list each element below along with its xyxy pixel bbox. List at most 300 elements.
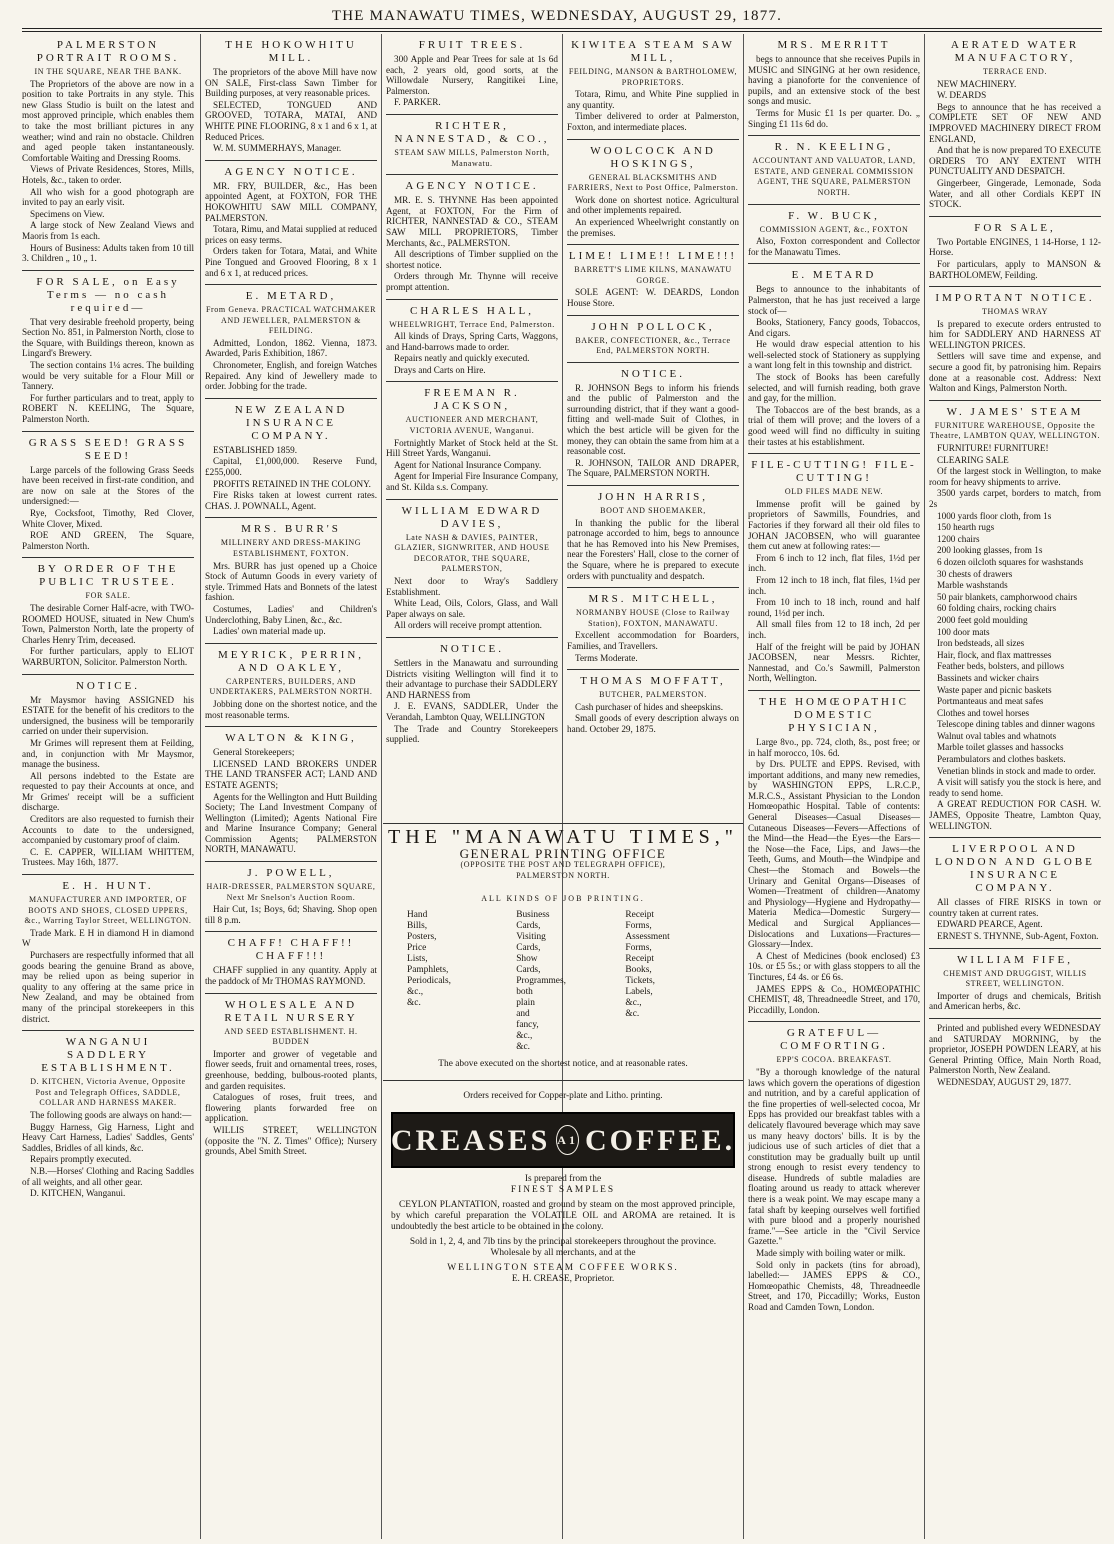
- ad-paragraph: General Storekeepers;: [213, 747, 295, 758]
- job-list-item: and fancy,: [516, 1009, 539, 1030]
- ad-paragraph: Mr Maysmor having ASSIGNED his ESTATE for the benefit of his creditors to the undersigned, the business will be temporarily carried on under their supervision.: [22, 694, 194, 737]
- ad-subtitle: GENERAL BLACKSMITHS AND FARRIERS, Next to Post Office, Palmerston.: [567, 172, 739, 193]
- ad-paragraph: SELECTED, TONGUED AND GROOVED, TOTARA, MATAI, AND WHITE PINE FLOORING, 8 x 1 and 6 x 1, at Reduced Prices.: [205, 99, 377, 142]
- ad-paragraph: 100 door mats: [937, 626, 990, 637]
- job-list-item: Business Cards,: [516, 910, 550, 931]
- ad-paragraph: Is prepared to execute orders entrusted to him for SADDLERY AND HARNESS AT WELLINGTON PRICES.: [929, 318, 1101, 350]
- ad-paragraph: SOLE AGENT: W. DEARDS, London House Store.: [567, 287, 739, 308]
- ad-title: THOMAS MOFFATT,: [580, 675, 726, 688]
- ad-title: NEW ZEALAND INSURANCE COMPANY.: [234, 403, 348, 442]
- ad-paragraph: Fortnightly Market of Stock held at the St. Hill Street Yards, Wanganui.: [386, 437, 558, 459]
- column-1: [22, 34, 194, 1539]
- coffee-wholesale: Wholesale by all merchants, and at the: [490, 1248, 636, 1258]
- ad-title: R. N. KEELING,: [774, 141, 894, 154]
- ad-paragraph: PROFITS RETAINED IN THE COLONY.: [213, 478, 371, 489]
- ad-paragraph: Books, Stationery, Fancy goods, Tobaccos, And cigars.: [748, 317, 920, 338]
- advertisement: [929, 34, 1101, 217]
- ad-paragraph: Repairs neatly and quickly executed.: [394, 353, 530, 364]
- ad-paragraph: WEDNESDAY, AUGUST 29, 1877.: [937, 1076, 1072, 1087]
- column-3: [386, 34, 558, 819]
- ad-paragraph: R. JOHNSON, TAILOR AND DRAPER, The Square, PALMERSTON NORTH.: [567, 457, 739, 479]
- ad-paragraph: All kinds of Drays, Spring Carts, Waggons, and Hand-barrows made to order.: [386, 331, 558, 352]
- ad-subtitle: AUCTIONEER AND MERCHANT, VICTORIA AVENUE, Wanganui.: [405, 415, 539, 436]
- printing-office-ad: [383, 823, 743, 1376]
- ad-subtitle: CARPENTERS, BUILDERS, AND UNDERTAKERS, PALMERSTON NORTH.: [209, 676, 373, 697]
- ad-subtitle: EPP'S COCOA. BREAKFAST.: [776, 1055, 892, 1065]
- advertisement: [22, 875, 194, 1031]
- advertisement: [205, 932, 377, 993]
- advertisement: [929, 838, 1101, 948]
- ad-paragraph: That very desirable freehold property, being Section No. 851, in Palmerston North, close to the Square, with Buildings thereon, known as Lingard's Brewery.: [22, 316, 194, 359]
- ad-title: E. METARD,: [245, 290, 337, 303]
- ad-paragraph: Rye, Cocksfoot, Timothy, Red Clover, White Clover, Mixed.: [22, 508, 194, 529]
- advertisement: [748, 691, 920, 1022]
- ad-subtitle: AND SEED ESTABLISHMENT. H. BUDDEN: [224, 1026, 358, 1047]
- ad-paragraph: ROE AND GREEN, The Square, Palmerston North.: [22, 530, 194, 551]
- ad-paragraph: Bassinets and wicker chairs: [937, 672, 1039, 683]
- ad-paragraph: Capital, £1,000,000. Reserve Fund, £255,000.: [205, 456, 377, 478]
- coffee-proprietor: E. H. CREASE, Proprietor.: [511, 1274, 615, 1284]
- ad-title: JOHN POLLOCK,: [591, 320, 715, 333]
- printing-subtitle: GENERAL PRINTING OFFICE: [459, 846, 667, 861]
- advertisement: [386, 382, 558, 499]
- coffee-sold: Sold in 1, 2, 4, and 7lb tins by the principal storekeepers throughout the province.: [409, 1237, 717, 1247]
- advertisement: [567, 486, 739, 588]
- ad-paragraph: Jobbing done on the shortest notice, and the most reasonable terms.: [205, 698, 377, 720]
- ad-paragraph: LICENSED LAND BROKERS UNDER THE LAND TRANSFER ACT; LAND AND ESTATE AGENTS;: [205, 758, 377, 790]
- ad-paragraph: The desirable Corner Half-acre, with TWO-ROOMED HOUSE, situated in New Chum's Town, Palmerston North, late the property of Charles Henry Trim, deceased.: [22, 602, 194, 645]
- ad-paragraph: Next door to Wray's Saddlery Establishment.: [386, 576, 558, 597]
- ad-title: LIME! LIME!! LIME!!!: [568, 250, 738, 263]
- job-list-column: [625, 910, 719, 1053]
- ad-paragraph: 300 Apple and Pear Trees for sale at 1s 6d each, 2 years old, good sorts, at the Willowdale Nursery, Rangitikei Line, Palmerston.: [386, 54, 558, 96]
- ad-paragraph: 1200 chairs: [937, 533, 980, 544]
- ad-paragraph: The Trade and Country Storekeepers supplied.: [386, 723, 558, 745]
- creases-coffee-logo: [391, 1112, 735, 1168]
- ad-title: THE HOKOWHITU MILL.: [225, 39, 357, 64]
- advertisement: [567, 363, 739, 486]
- advertisement: [386, 300, 558, 383]
- ad-paragraph: 3500 yards carpet, borders to match, from 2s: [929, 488, 1101, 509]
- advertisement: [567, 670, 739, 740]
- ad-paragraph: Hair, flock, and flax mattresses: [937, 649, 1052, 660]
- ad-paragraph: JAMES EPPS & Co., HOMŒOPATHIC CHEMIST, 48, Threadneedle Street, and 170, Piccadilly, London.: [748, 983, 920, 1015]
- ad-title: CHARLES HALL,: [410, 304, 534, 317]
- advertisement: [205, 518, 377, 643]
- ad-paragraph: Large 8vo., pp. 724, cloth, 8s., post free; or in half morocco, 10s. 6d.: [748, 736, 920, 758]
- ad-paragraph: WILLIS STREET, WELLINGTON (opposite the "N. Z. Times" Office); Nursery grounds, Abel Smith Street.: [205, 1124, 377, 1157]
- ad-paragraph: The stock of Books has been carefully selected, and will furnish reading, both grave and gay, for the million.: [748, 372, 920, 404]
- ad-paragraph: FURNITURE! FURNITURE!: [937, 443, 1049, 454]
- ad-paragraph: Telescope dining tables and dinner wagons: [937, 719, 1095, 730]
- advertisement: [929, 949, 1101, 1019]
- advertisement: [22, 1031, 194, 1205]
- column-rule: [200, 34, 201, 1539]
- ad-paragraph: begs to announce that she receives Pupils in MUSIC and SINGING at her own residence, having a pianoforte for the convenience of pupils, and an extensive stock of the best songs and music.: [748, 54, 920, 107]
- ad-paragraph: All descriptions of Timber supplied on the shortest notice.: [386, 249, 558, 270]
- ad-paragraph: Clothes and towel horses: [937, 707, 1030, 718]
- ad-paragraph: W. M. SUMMERHAYS, Manager.: [213, 143, 342, 154]
- ad-paragraph: Specimens on View.: [30, 208, 105, 219]
- advertisement: [567, 140, 739, 246]
- ad-paragraph: An experienced Wheelwright constantly on the premises.: [567, 216, 739, 238]
- ad-paragraph: J. E. EVANS, SADDLER, Under the Verandah, Lambton Quay, WELLINGTON: [386, 701, 558, 722]
- ad-paragraph: Two Portable ENGINES, 1 14-Horse, 1 12-Horse.: [929, 236, 1101, 258]
- ad-paragraph: D. KITCHEN, Wanganui.: [30, 1188, 126, 1199]
- ad-paragraph: Hair Cut, 1s; Boys, 6d; Shaving. Shop open till 8 p.m.: [205, 904, 377, 925]
- ad-paragraph: ESTABLISHED 1859.: [213, 444, 297, 455]
- ad-paragraph: He would draw especial attention to his well-selected stock of Stationery as supplying a want long felt in this township and district.: [748, 339, 920, 371]
- ad-paragraph: Work done on shortest notice. Agricultural and other implements repaired.: [567, 194, 739, 216]
- column-rule: [743, 34, 744, 1539]
- printing-town: PALMERSTON NORTH.: [516, 871, 610, 880]
- advertisement: [929, 1019, 1101, 1094]
- ad-paragraph: Terms Moderate.: [575, 652, 638, 663]
- ad-title: WOOLCOCK AND HOSKINGS,: [590, 144, 716, 170]
- coffee-body: CEYLON PLANTATION, roasted and ground by steam on the most approved principle, by which careful preparation the VOLATILE OIL and AROMA are retained. It is undoubtedly the best article to be obtained in the colony.: [391, 1200, 735, 1232]
- ad-title: THE HOMŒOPATHIC DOMESTIC PHYSICIAN,: [758, 695, 910, 734]
- job-list-item: Receipt Books,: [625, 954, 655, 975]
- ad-title: LIVERPOOL AND LONDON AND GLOBE INSURANCE COMPANY.: [935, 843, 1095, 895]
- ad-paragraph: Views of Private Residences, Stores, Mills, Hotels, &c., taken to order.: [22, 164, 194, 185]
- ad-title: E. H. HUNT.: [62, 880, 154, 893]
- ad-title: E. METARD: [791, 269, 877, 282]
- ad-title: AGENCY NOTICE.: [224, 165, 358, 178]
- ad-title: WILLIAM EDWARD DAVIES,: [401, 504, 543, 530]
- advertisement: [205, 399, 377, 519]
- ad-paragraph: Drays and Carts on Hire.: [394, 364, 486, 375]
- ad-paragraph: Totara, Rimu, and Matai supplied at reduced prices on easy terms.: [205, 224, 377, 245]
- ad-title: RICHTER, NANNESTAD, & CO.,: [394, 119, 550, 145]
- job-list-item: Price Lists,: [407, 943, 428, 964]
- ad-title: GRASS SEED! GRASS SEED!: [28, 436, 188, 462]
- ad-paragraph: From 12 inch to 18 inch, flat files, 1¼d per inch.: [748, 574, 920, 596]
- ad-paragraph: A visit will satisfy you the stock is here, and ready to send home.: [929, 777, 1101, 798]
- coffee-works: WELLINGTON STEAM COFFEE WORKS.: [447, 1263, 679, 1273]
- masthead-rule: [22, 28, 1102, 32]
- column-5: [748, 34, 920, 1539]
- ad-paragraph: EDWARD PEARCE, Agent.: [937, 919, 1043, 930]
- ad-paragraph: Mr Grimes will represent them at Feilding, and, in conjunction with Mr Maysmor, manage the business.: [22, 737, 194, 770]
- ad-paragraph: All classes of FIRE RISKS in town or country taken at current rates.: [929, 897, 1101, 918]
- ad-paragraph: Trade Mark. E H in diamond H in diamond W: [22, 927, 194, 949]
- ad-paragraph: Importer of drugs and chemicals, British and American herbs, &c.: [929, 990, 1101, 1012]
- ad-paragraph: All who wish for a good photograph are invited to pay an early visit.: [22, 186, 194, 208]
- ad-paragraph: The Proprietors of the above are now in a position to take Portraits in any style. This new Glass Studio is built on the latest and most approved principle, which enables them to take the most brilliant pictures in any weather; wind and rain no obstacle. Children and aged people taken instantaneously. Comfortable Waiting and Dressing Rooms.: [22, 78, 194, 163]
- advertisement: [748, 454, 920, 691]
- ad-paragraph: Agent for National Insurance Company.: [394, 459, 542, 470]
- ad-paragraph: Costumes, Ladies' and Children's Underclothing, Baby Linen, &c., &c.: [205, 603, 377, 625]
- ad-title: WILLIAM FIFE,: [957, 953, 1073, 966]
- ad-paragraph: Orders through Mr. Thynne will receive prompt attention.: [386, 271, 558, 292]
- ad-paragraph: Feather beds, bolsters, and pillows: [937, 661, 1065, 672]
- advertisement: [748, 264, 920, 454]
- job-list-column: [407, 910, 501, 1053]
- job-list-item: &c., &c.: [516, 1031, 533, 1052]
- advertisement: [386, 175, 558, 299]
- ad-paragraph: Buggy Harness, Gig Harness, Light and Heavy Cart Harness, Ladies' Saddles, Gents' Saddles, Bridles of all kinds, &c.: [22, 1121, 194, 1153]
- ad-paragraph: Marble washstands: [937, 580, 1008, 591]
- ad-paragraph: Timber delivered to order at Palmerston, Foxton, and intermediate places.: [567, 111, 739, 132]
- ad-title: JOHN HARRIS,: [598, 491, 708, 504]
- ad-subtitle: ACCOUNTANT AND VALUATOR, LAND, ESTATE, AND GENERAL COMMISSION AGENT, THE SQUARE, PALMERSTON NORTH.: [752, 156, 916, 197]
- ad-paragraph: All small files from 12 to 18 inch, 2d per inch.: [748, 619, 920, 640]
- advertisement: [929, 287, 1101, 401]
- ad-paragraph: C. E. CAPPER, WILLIAM WHITTEM, Trustees. May 16th, 1877.: [22, 846, 194, 868]
- ad-title: FRUIT TREES.: [418, 39, 526, 51]
- ad-subtitle: STEAM SAW MILLS, Palmerston North, Manawatu.: [394, 147, 550, 168]
- ad-paragraph: A Chest of Medicines (book enclosed) £3 10s. or £5 5s.; or with glass stoppers to all the Tinctures, £4 4s. or £6 6s.: [748, 950, 920, 982]
- ad-paragraph: W. DEARDS: [937, 90, 987, 101]
- ad-title: W. JAMES' STEAM: [946, 405, 1084, 418]
- ad-subtitle: FEILDING, MANSON & BARTHOLOMEW, PROPRIETORS.: [568, 67, 738, 87]
- ad-subtitle: FURNITURE WAREHOUSE, Opposite the Theatre, LAMBTON QUAY, WELLINGTON.: [929, 420, 1101, 441]
- job-list-item: Visiting Cards,: [516, 932, 546, 953]
- ad-subtitle: THOMAS WRAY: [982, 307, 1048, 317]
- ad-title: FILE-CUTTING! FILE-CUTTING!: [751, 459, 917, 485]
- ad-paragraph: Mrs. BURR has just opened up a Choice Stock of Autumn Goods in every variety of style. Trimmed Hats and Bonnets of the latest fashion.: [205, 560, 377, 603]
- ad-title: WALTON & KING,: [225, 732, 357, 745]
- ad-paragraph: All persons indebted to the Estate are requested to pay their Accounts at once, and Mr Grimes' receipt will be a sufficient discharge.: [22, 770, 194, 813]
- coffee-line: FINEST SAMPLES: [510, 1185, 616, 1195]
- advertisement: [748, 34, 920, 136]
- ad-paragraph: 1000 yards floor cloth, from 1s: [937, 510, 1052, 521]
- ad-paragraph: CHAFF supplied in any quantity. Apply at the paddock of Mr THOMAS RAYMOND.: [205, 965, 377, 987]
- ad-paragraph: A GREAT REDUCTION FOR CASH. W. JAMES, Opposite Theatre, Lambton Quay, WELLINGTON.: [929, 799, 1101, 831]
- ad-paragraph: Begs to announce to the inhabitants of Palmerston, that he has just received a large stock of—: [748, 284, 920, 316]
- ad-subtitle: MANUFACTURER AND IMPORTER, OF BOOTS AND SHOES, CLOSED UPPERS, &c., Warring Taylor Street, WELLINGTON.: [24, 895, 192, 926]
- ad-paragraph: The following goods are always on hand:—: [30, 1109, 192, 1120]
- ad-subtitle: CHEMIST AND DRUGGIST, WILLIS STREET, WELLINGTON.: [943, 968, 1087, 989]
- ad-title: AERATED WATER MANUFACTORY,: [950, 39, 1080, 64]
- ad-paragraph: Venetian blinds in stock and made to order.: [937, 765, 1096, 776]
- ad-paragraph: Printed and published every WEDNESDAY and SATURDAY MORNING, by the proprietor, JOSEPH POWDEN LEARY, at his General Printing Office, Main North Road, Palmerston North, New Zealand.: [929, 1022, 1101, 1076]
- advertisement: [22, 675, 194, 876]
- advertisement: [205, 161, 377, 285]
- ad-subtitle: TERRACE END.: [982, 67, 1048, 76]
- job-list-item: Hand Bills,: [407, 910, 428, 931]
- ad-paragraph: The Tobaccos are of the best brands, as a trial of them will prove; and the lovers of a good weed will find no difficulty in suiting their tastes at his establishment.: [748, 404, 920, 447]
- job-list-item: Posters,: [407, 932, 437, 942]
- ad-paragraph: Walnut oval tables and whatnots: [937, 730, 1057, 741]
- ad-paragraph: Purchasers are respectfully informed that all goods bearing the genuine Brand as above, may be relied upon as being superior in quality to any offering at the same price in New Zealand, and may be obtained from many of the principal storekeepers in this district.: [22, 950, 194, 1024]
- advertisement: [386, 500, 558, 638]
- ad-title: WHOLESALE AND RETAIL NURSERY: [224, 998, 358, 1024]
- ad-subtitle: HAIR-DRESSER, PALMERSTON SQUARE, Next Mr Snelson's Auction Room.: [206, 882, 376, 902]
- ad-paragraph: Hours of Business: Adults taken from 10 till 3. Children „ 10 „ 1.: [22, 242, 194, 264]
- ad-title: F. W. BUCK,: [788, 209, 880, 222]
- ad-title: MRS. BURR'S: [241, 523, 341, 536]
- job-list-item: Tickets,: [625, 976, 656, 986]
- job-list-item: Receipt Forms,: [625, 910, 655, 931]
- ad-paragraph: Small goods of every description always on hand. October 29, 1875.: [567, 713, 739, 734]
- ad-subtitle: BOOT AND SHOEMAKER,: [600, 506, 706, 516]
- ad-subtitle: COMMISSION AGENT, &c., FOXTON: [759, 224, 909, 234]
- ad-title: MRS. MERRITT: [777, 39, 891, 51]
- ad-paragraph: NEW MACHINERY.: [937, 78, 1017, 89]
- ad-paragraph: Agents for the Wellington and Hutt Building Society; The Land Investment Company of Wellington (Limited); Agents National Fire and Marine Insurance Company; General Commission Agents; PALMERSTON NORTH, MANAWATU.: [205, 791, 377, 855]
- advertisement: [386, 34, 558, 115]
- advertisement: [567, 316, 739, 363]
- column-rule: [381, 34, 382, 1539]
- ad-paragraph: MR. FRY, BUILDER, &c., Has been appointed Agent, at FOXTON, FOR THE HOKOWHITU SAW MILL COMPANY, PALMERSTON.: [205, 180, 377, 223]
- ad-paragraph: MR. E. S. THYNNE Has been appointed Agent, at FOXTON, For the Firm of RICHTER, NANNESTAD & CO., STEAM SAW MILL PROPRIETORS, Timber Merchants, &c., PALMERSTON.: [386, 195, 558, 248]
- ad-paragraph: For further particulars, apply to ELIOT WARBURTON, Solicitor. Palmerston North.: [22, 646, 194, 667]
- ad-paragraph: ERNEST S. THYNNE, Sub-Agent, Foxton.: [937, 931, 1099, 941]
- printing-note: The above executed on the shortest notice, and at reasonable rates.: [438, 1059, 688, 1069]
- ad-paragraph: A large stock of New Zealand Views and Maoris from 1s each.: [22, 220, 194, 241]
- masthead: THE MANAWATU TIMES, WEDNESDAY, AUGUST 29, 1877.: [331, 8, 783, 24]
- advertisement: [386, 638, 558, 751]
- ad-paragraph: Agent for Imperial Fire Insurance Company, and St. Kilda s.s. Company.: [386, 471, 558, 493]
- ad-paragraph: N.B.—Horses' Clothing and Racing Saddles of all weights, and all other gear.: [22, 1165, 194, 1187]
- ad-title: J. POWELL,: [247, 867, 335, 880]
- column-4: [567, 34, 739, 819]
- advertisement: [205, 34, 377, 161]
- advertisement: [205, 285, 377, 399]
- ad-title: FOR SALE, on Easy Terms — no cash required—: [36, 275, 180, 314]
- ad-title: FREEMAN R. JACKSON,: [424, 387, 520, 413]
- ad-paragraph: 2000 feet gold moulding: [937, 614, 1028, 625]
- ad-paragraph: 150 hearth rugs: [937, 522, 995, 533]
- printing-note: Orders received for Copper-plate and Litho. printing.: [383, 1080, 743, 1102]
- job-list-item: Periodicals,: [407, 976, 452, 986]
- ad-paragraph: The section contains 1¼ acres. The building would be very suitable for a Flour Mill or Tannery.: [22, 360, 194, 392]
- ad-title: MRS. MITCHELL,: [588, 593, 718, 606]
- ad-paragraph: R. JOHNSON Begs to inform his friends and the public of Palmerston and the surrounding district, that if they want a good-fitting and well-made Suit of Clothes, in which the best article will be given for the money, they can obtain the same from him at a reasonable cost.: [567, 382, 739, 457]
- column-2: [205, 34, 377, 1539]
- ad-subtitle: NORMANBY HOUSE (Close to Railway Station), FOXTON, MANAWATU.: [575, 608, 730, 628]
- ad-subtitle: From Geneva. PRACTICAL WATCHMAKER AND JEWELLER, PALMERSTON & FEILDING.: [205, 305, 377, 336]
- advertisement: [748, 136, 920, 204]
- ad-paragraph: 60 folding chairs, rocking chairs: [937, 603, 1057, 614]
- ad-paragraph: CLEARING SALE: [937, 454, 1009, 465]
- advertisement: [205, 727, 377, 862]
- advertisement: [205, 644, 377, 727]
- advertisement: [929, 217, 1101, 287]
- ad-paragraph: Ladies' own material made up.: [213, 626, 326, 637]
- ad-paragraph: From 6 inch to 12 inch, flat files, 1½d per inch.: [748, 552, 920, 574]
- ad-paragraph: For particulars, apply to MANSON & BARTHOLOMEW, Feilding.: [929, 258, 1101, 280]
- column-6: [929, 34, 1101, 1539]
- advertisement: [22, 271, 194, 432]
- ad-paragraph: From 10 inch to 18 inch, round and half round, 1½d per inch.: [748, 597, 920, 618]
- ad-paragraph: Sold only in packets (tins for abroad), labelled:— JAMES EPPS & CO., Homœopathic Chemists, 48, Threadneedle Street, and 170, Piccadilly; Works, Euston Road and Camden Town, London.: [748, 1259, 920, 1312]
- ad-paragraph: Portmanteaus and meat safes: [937, 696, 1044, 707]
- printing-job-list: [383, 904, 743, 1059]
- ad-paragraph: Begs to announce that he has received a COMPLETE SET OF NEW AND IMPROVED MACHINERY DIRECT FROM ENGLAND,: [929, 101, 1101, 144]
- ad-subtitle: OLD FILES MADE NEW.: [784, 487, 884, 497]
- ad-paragraph: Catalogues of roses, fruit trees, and flowering plants forwarded free on application.: [205, 1092, 377, 1124]
- advertisement: [22, 34, 194, 271]
- ad-title: MEYRICK, PERRIN, AND OAKLEY,: [217, 648, 365, 674]
- ad-paragraph: Orders taken for Totara, Matai, and White Pine Tongued and Grooved Flooring, 8 x 1 and 6 x 1, at reduced prices.: [205, 246, 377, 278]
- ad-title: KIWITEA STEAM SAW MILL,: [571, 39, 735, 64]
- ad-paragraph: Made simply with boiling water or milk.: [756, 1248, 906, 1259]
- ad-paragraph: Repairs promptly executed.: [30, 1154, 132, 1165]
- ad-paragraph: Large parcels of the following Grass Seeds have been received in first-rate condition, and are now on sale at the Stores of the undersigned:—: [22, 464, 194, 507]
- ad-paragraph: Creditors are also requested to furnish their Accounts to date to the undersigned, accompanied by customary proof of claim.: [22, 814, 194, 846]
- ad-subtitle: BARRETT'S LIME KILNS, MANAWATU GORGE.: [574, 265, 732, 285]
- ad-subtitle: IN THE SQUARE, NEAR THE BANK.: [34, 67, 182, 76]
- ad-subtitle: WHEELWRIGHT, Terrace End, Palmerston.: [389, 319, 555, 329]
- ad-paragraph: Of the largest stock in Wellington, to make room for heavy shipments to arrive.: [929, 466, 1101, 487]
- advertisement: [22, 558, 194, 674]
- job-list-item: Show Cards,: [516, 954, 541, 975]
- logo-word: CREASES: [390, 1123, 551, 1157]
- ad-paragraph: Terms for Music £1 1s per quarter. Do. „ Singing £1 11s 6d do.: [748, 107, 920, 129]
- job-list-item: &c., &c.: [625, 998, 642, 1019]
- ad-subtitle: D. KITCHEN, Victoria Avenue, Opposite Post and Telegraph Offices, SADDLE, COLLAR AND HARNESS MAKER.: [30, 1077, 186, 1108]
- ad-title: NOTICE.: [620, 367, 686, 380]
- job-list-item: Pamphlets,: [407, 965, 449, 975]
- ad-paragraph: Iron bedsteads, all sizes: [937, 638, 1025, 649]
- ad-paragraph: White Lead, Oils, Colors, Glass, and Wall Paper always on sale.: [386, 598, 558, 619]
- logo-word: COFFEE.: [584, 1123, 736, 1157]
- ad-paragraph: In thanking the public for the liberal patronage accorded to him, begs to announce that he has Removed into his New Premises, near the Foresters' Hall, close to the corner of the Square, where he is prepared to execute orders with punctuality and despatch.: [567, 517, 739, 581]
- ad-paragraph: Fire Risks taken at lowest current rates. CHAS. J. POWNALL, Agent.: [205, 490, 377, 511]
- ad-title: IMPORTANT NOTICE.: [935, 292, 1095, 305]
- job-list-item: &c., &c.: [407, 987, 424, 1008]
- coffee-line: Is prepared from the: [524, 1174, 602, 1184]
- ad-paragraph: Admitted, London, 1862. Vienna, 1873. Awarded, Paris Exhibition, 1867.: [205, 337, 377, 359]
- ad-title: FOR SALE,: [974, 221, 1056, 234]
- job-list-item: Labels,: [625, 987, 653, 997]
- advertisement: [205, 994, 377, 1163]
- ad-title: WANGANUI SADDLERY ESTABLISHMENT.: [41, 1036, 175, 1075]
- advertisement: [205, 862, 377, 932]
- ad-title: BY ORDER OF THE PUBLIC TRUSTEE.: [37, 563, 179, 589]
- job-list-item: Assessment Forms,: [625, 932, 670, 953]
- printing-title: THE "MANAWATU TIMES,": [388, 826, 738, 848]
- printing-kinds: ALL KINDS OF JOB PRINTING.: [481, 894, 645, 903]
- ad-paragraph: Chronometer, English, and foreign Watches Repaired. Any kind of Jewellery made to order. Jobbing for the trade.: [205, 360, 377, 392]
- column-rule: [924, 34, 925, 1539]
- ad-subtitle: BAKER, CONFECTIONER, &c., Terrace End, PALMERSTON NORTH.: [575, 335, 731, 356]
- ad-paragraph: The proprietors of the above Mill have now ON SALE, First-class Sawn Timber for Building purposes, at very reasonable prices.: [205, 67, 377, 99]
- advertisement: [386, 115, 558, 175]
- ad-paragraph: F. PARKER.: [394, 97, 441, 108]
- ad-subtitle: MILLINERY AND DRESS-MAKING ESTABLISHMENT, FOXTON.: [220, 538, 362, 558]
- advertisement: [748, 205, 920, 265]
- ad-subtitle: FOR SALE.: [85, 591, 131, 601]
- ad-subtitle: Late NASH & DAVIES, PAINTER, GLAZIER, SIGNWRITER, AND HOUSE DECORATOR, THE SQUARE, PALMERSTON,: [394, 532, 550, 574]
- ad-paragraph: Cash purchaser of hides and sheepskins.: [575, 701, 723, 712]
- ad-title: GRATEFUL—COMFORTING.: [780, 1027, 888, 1053]
- advertisement: [929, 401, 1101, 838]
- ad-paragraph: Excellent accommodation for Boarders, Families, and Travellers.: [567, 630, 739, 651]
- ad-paragraph: Half of the freight will be paid by JOHAN JACOBSEN, near Messrs. Richter, Nannestad, and Co.'s Sawmill, Palmerston North, Wellington.: [748, 641, 920, 684]
- printing-address: (OPPOSITE THE POST AND TELEGRAPH OFFICE),: [460, 860, 666, 869]
- ad-title: NOTICE.: [439, 642, 505, 655]
- ad-subtitle: BUTCHER, PALMERSTON.: [599, 690, 707, 700]
- ad-title: NOTICE.: [75, 679, 141, 692]
- ad-paragraph: Importer and grower of vegetable and flower seeds, fruit and ornamental trees, roses, greenhouse, bedding, bulbous-rooted plants, and garden requisites.: [205, 1048, 377, 1091]
- advertisement: [567, 245, 739, 315]
- ad-paragraph: Totara, Rimu, and White Pine supplied in any quantity.: [567, 89, 739, 110]
- ad-paragraph: 200 looking glasses, from 1s: [937, 545, 1043, 556]
- advertisement: [748, 1022, 920, 1318]
- job-list-column: [516, 910, 610, 1053]
- ad-title: AGENCY NOTICE.: [405, 180, 539, 193]
- ad-paragraph: 30 chests of drawers: [937, 568, 1013, 579]
- ad-paragraph: by Drs. PULTE and EPPS. Revised, with important additions, and many new remedies, by WASHINGTON EPPS, L.R.C.P., M.R.C.S., Assistant Physician to the London Homœopathic Hospital. Table of contents: General Diseases—Casual Diseases—Cutaneous Diseases—Fevers—Affections of the Mind—the Head—the Eyes—the Ears—the Nose—the Face, Lips, and Jaws—the Teeth, Gums, and Mouth—the Windpipe and Chest—the Stomach and Bowels—the Urinary and Genital Organs—Diseases of Women—Treatment of children—Anatomy and Physiology—Hygiene and Hydropathy—Materia Medica—Domestic Surgery—Medical and Surgical Appliances—Dislocations and Luxations—Fractures—Glossary—Index.: [748, 759, 920, 950]
- advertisement: [567, 34, 739, 140]
- ad-paragraph: 50 pair blankets, camphorwood chairs: [937, 591, 1078, 602]
- ad-paragraph: Gingerbeer, Gingerade, Lemonade, Soda Water, and all other Cordials KEPT IN STOCK.: [929, 177, 1101, 210]
- ad-paragraph: Settlers will save time and expense, and secure a good fit, by patronising him. Repairs done at a reasonable cost. Address: Next Walton and Kings, Palmerston North.: [929, 351, 1101, 394]
- ad-paragraph: Immense profit will be gained by proprietors of Sawmills, Foundries, and Factories if they forward all their old files to JOHAN JACOBSEN, who will guarantee them cut anew at following rates:—: [748, 498, 920, 552]
